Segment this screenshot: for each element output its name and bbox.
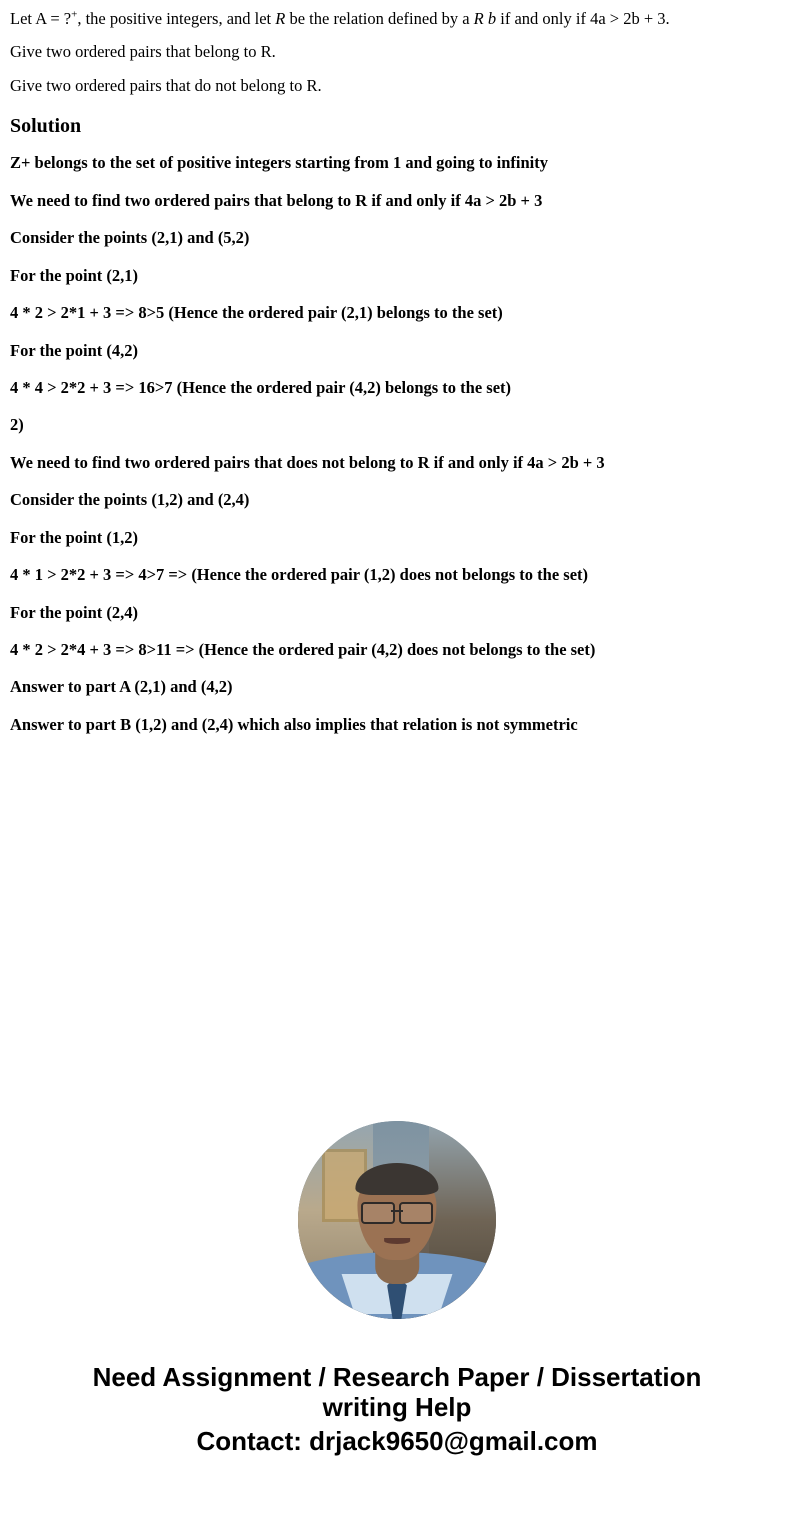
solution-line: 2) (10, 415, 24, 435)
glasses-bridge (391, 1210, 403, 1212)
footer-contact-email: Contact: drjack9650@gmail.com (196, 1426, 598, 1457)
solution-line: We need to find two ordered pairs that does not belong to R if and only if 4a > 2b + 3 (10, 452, 605, 472)
solution-line: For the point (2,4) (10, 602, 139, 622)
photo-mouth (384, 1238, 410, 1244)
solution-line: 4 * 1 > 2*2 + 3 => 4>7 => (Hence the ordered pair (1,2) does not belongs to the set) (10, 565, 589, 585)
footer-line-2: writing Help (322, 1392, 472, 1423)
problem-superscript: + (71, 8, 78, 21)
problem-text-mid2: be the relation defined by a (285, 9, 474, 28)
solution-line: Answer to part A (2,1) and (4,2) (10, 677, 233, 697)
solution-line: Z+ belongs to the set of positive integers starting from 1 and going to infinity (10, 153, 549, 173)
relation-symbol-r: R (275, 9, 286, 28)
avatar (298, 1121, 496, 1319)
problem-text-pre: Let A = ? (10, 9, 72, 28)
solution-line: For the point (2,1) (10, 265, 139, 285)
blank-space (10, 751, 784, 1121)
solution-line: For the point (4,2) (10, 340, 139, 360)
glasses-icon (361, 1202, 395, 1224)
solution-line: Consider the points (2,1) and (5,2) (10, 228, 250, 248)
footer-contact-block (10, 1363, 784, 1485)
footer-line-1: Need Assignment / Research Paper / Dissertation (92, 1362, 702, 1393)
relation-symbol-rb: R b (473, 9, 497, 28)
solution-line: For the point (1,2) (10, 527, 139, 547)
solution-heading: Solution (10, 115, 82, 138)
question-part-b: Give two ordered pairs that do not belong to R. (10, 75, 322, 95)
problem-text-end: if and only if 4a > 2b + 3. (496, 9, 670, 28)
question-part-a: Give two ordered pairs that belong to R. (10, 42, 276, 62)
solution-line: Answer to part B (1,2) and (2,4) which also implies that relation is not symmetric (10, 714, 578, 734)
solution-line: Consider the points (1,2) and (2,4) (10, 490, 250, 510)
problem-text-mid: , the positive integers, and let (77, 9, 276, 28)
solution-line: 4 * 4 > 2*2 + 3 => 16>7 (Hence the ordered pair (4,2) belongs to the set) (10, 377, 512, 397)
glasses-icon (399, 1202, 433, 1224)
solution-line: 4 * 2 > 2*4 + 3 => 8>11 => (Hence the ordered pair (4,2) does not belongs to the set) (10, 640, 596, 659)
portrait-container (10, 1121, 784, 1319)
problem-statement-line (10, 8, 784, 29)
solution-line: We need to find two ordered pairs that belong to R if and only if 4a > 2b + 3 (10, 190, 543, 210)
solution-line: 4 * 2 > 2*1 + 3 => 8>5 (Hence the ordered pair (2,1) belongs to the set) (10, 303, 503, 323)
